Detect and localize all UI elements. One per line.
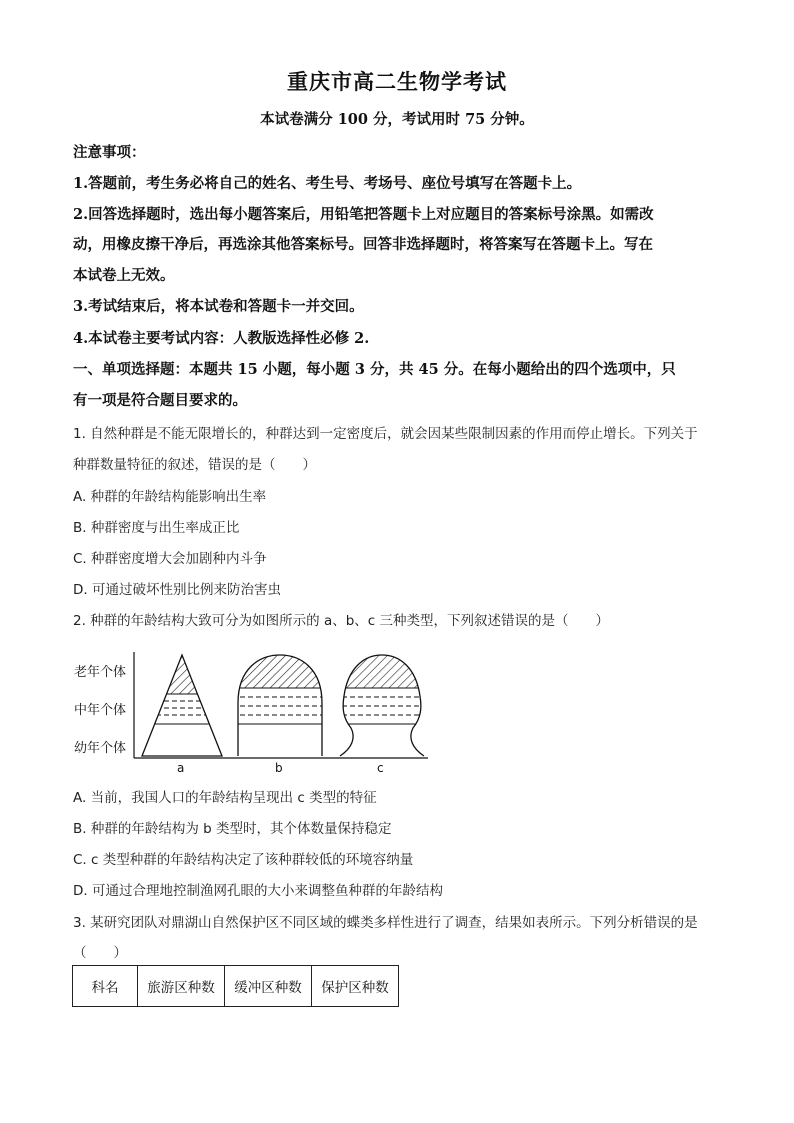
q1-option-a: A. 种群的年龄结构能影响出生率 (73, 489, 267, 505)
table-header-buffer-area: 缓冲区种数 (225, 966, 312, 1007)
exam-subtitle: 本试卷满分 100 分，考试用时 75 分钟。 (260, 111, 534, 128)
q2-option-b: B. 种群的年龄结构为 b 类型时，其个体数量保持稳定 (73, 821, 392, 837)
q2-option-d: D. 可通过合理地控制渔网孔眼的大小来调整鱼种群的年龄结构 (73, 883, 443, 899)
table-header-tourist-area: 旅游区种数 (138, 966, 225, 1007)
q2-stem: 2. 种群的年龄结构大致可分为如图所示的 a、b、c 三种类型，下列叙述错误的是（ ） (73, 613, 610, 629)
pyramid-c-declining (334, 648, 434, 756)
section-1-heading-line-2: 有一项是符合题目要求的。 (73, 392, 247, 409)
x-label-c: c (377, 761, 384, 775)
q2-option-a: A. 当前，我国人口的年龄结构呈现出 c 类型的特征 (73, 790, 377, 806)
x-label-b: b (275, 761, 283, 775)
y-label-middle: 中年个体 (74, 703, 127, 718)
butterfly-survey-table (72, 965, 399, 1007)
q2-option-c: C. c 类型种群的年龄结构决定了该种群较低的环境容纳量 (73, 852, 414, 868)
notice-item-2-line-1: 2.回答选择题时，选出每小题答案后，用铅笔把答题卡上对应题目的答案标号涂黑。如需改 (73, 206, 654, 223)
pyramid-b-stable (232, 648, 332, 756)
q1-stem-line-2: 种群数量特征的叙述，错误的是（ ） (73, 457, 316, 473)
q1-option-c: C. 种群密度增大会加剧种内斗争 (73, 551, 267, 567)
exam-title: 重庆市高二生物学考试 (287, 69, 507, 94)
notice-item-2-line-3: 本试卷上无效。 (73, 267, 175, 284)
y-label-old: 老年个体 (74, 665, 127, 680)
q3-stem-line-1: 3. 某研究团队对鼎湖山自然保护区不同区域的蝶类多样性进行了调查，结果如表所示。下列分析错误的是 (73, 915, 698, 931)
q1-option-b: B. 种群密度与出生率成正比 (73, 520, 240, 536)
notice-heading: 注意事项： (73, 144, 146, 161)
table-header-row (73, 966, 399, 1007)
y-label-young: 幼年个体 (74, 741, 127, 756)
q1-stem-line-1: 1. 自然种群是不能无限增长的，种群达到一定密度后，就会因某些限制因素的作用而停止增长。下列关于 (73, 426, 698, 442)
table-header-protected-area: 保护区种数 (312, 966, 399, 1007)
notice-item-1: 1.答题前，考生务必将自己的姓名、考生号、考场号、座位号填写在答题卡上。 (73, 175, 582, 192)
notice-item-2-line-2: 动，用橡皮擦干净后，再选涂其他答案标号。回答非选择题时，将答案写在答题卡上。写在 (73, 236, 653, 253)
q1-option-d: D. 可通过破坏性别比例来防治害虫 (73, 582, 281, 598)
table-header-family: 科名 (73, 966, 138, 1007)
age-structure-figure (72, 648, 442, 778)
section-1-heading-line-1: 一、单项选择题：本题共 15 小题，每小题 3 分，共 45 分。在每小题给出的四个选项中，只 (73, 361, 676, 378)
x-label-a: a (177, 761, 185, 775)
q3-stem-line-2: （ ） (73, 945, 127, 961)
notice-item-3: 3.考试结束后，将本试卷和答题卡一并交回。 (73, 298, 364, 315)
notice-item-4: 4.本试卷主要考试内容：人教版选择性必修 2. (73, 330, 370, 347)
pyramid-a-growth (132, 648, 232, 756)
